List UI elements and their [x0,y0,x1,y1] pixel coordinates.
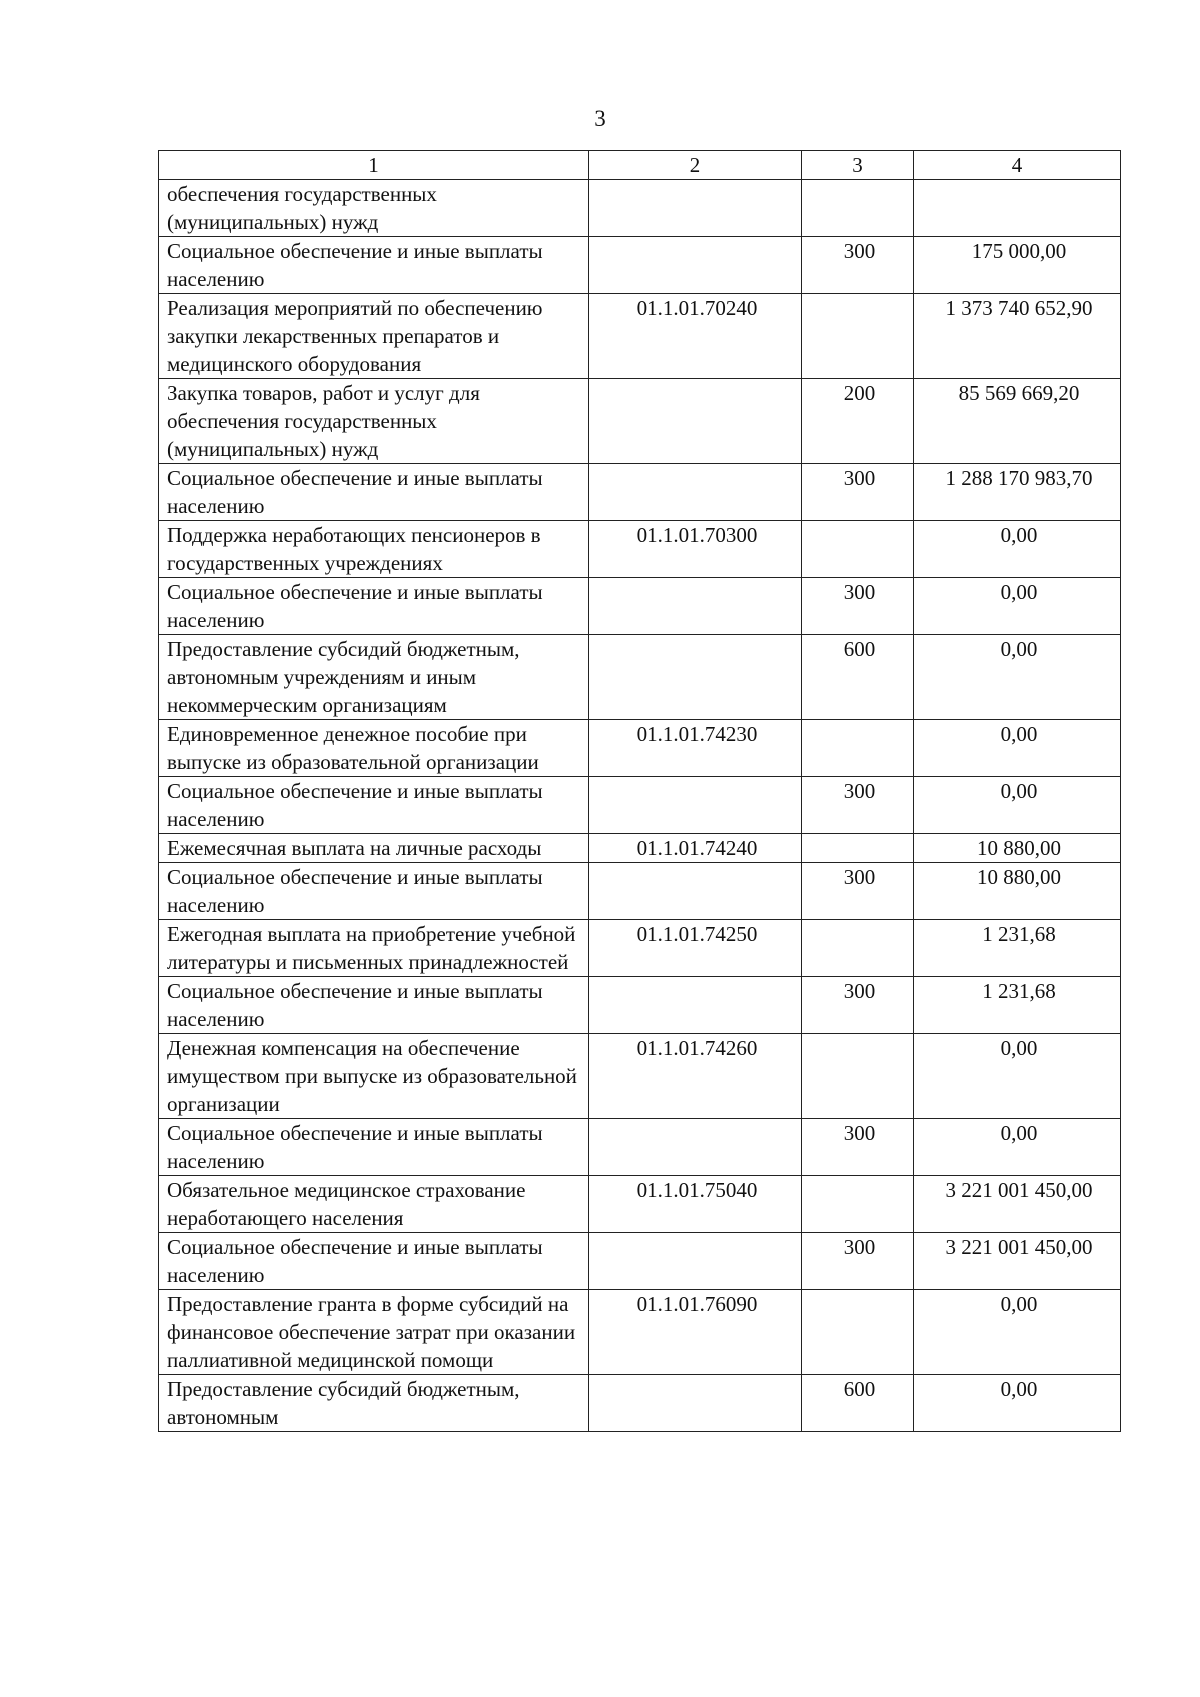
row-expense-type-cell [802,521,914,578]
row-amount-cell: 10 880,00 [914,863,1121,920]
row-expense-type-cell: 300 [802,1233,914,1290]
row-amount-cell: 175 000,00 [914,237,1121,294]
row-code-cell: 01.1.01.74240 [589,834,802,863]
table-row [159,1034,1121,1119]
row-amount-cell: 1 231,68 [914,920,1121,977]
column-header-2: 2 [589,151,802,180]
row-code-cell: 01.1.01.74260 [589,1034,802,1119]
table-row [159,834,1121,863]
column-header-4: 4 [914,151,1121,180]
row-code-cell [589,379,802,464]
row-code-cell: 01.1.01.74230 [589,720,802,777]
row-name-cell: Предоставление субсидий бюджетным, автономным учреждениям и иным некоммерческим организациям [159,635,589,720]
row-code-cell: 01.1.01.75040 [589,1176,802,1233]
row-amount-cell: 1 231,68 [914,977,1121,1034]
row-amount-cell: 0,00 [914,1290,1121,1375]
row-code-cell [589,464,802,521]
row-name-cell: Единовременное денежное пособие при выпуске из образовательной организации [159,720,589,777]
row-expense-type-cell: 200 [802,379,914,464]
row-name-cell: Социальное обеспечение и иные выплаты населению [159,237,589,294]
row-name-cell: Социальное обеспечение и иные выплаты населению [159,863,589,920]
table-body [159,180,1121,1432]
row-expense-type-cell: 600 [802,1375,914,1432]
table-row [159,464,1121,521]
row-name-cell: Социальное обеспечение и иные выплаты населению [159,578,589,635]
row-code-cell [589,578,802,635]
table-row [159,521,1121,578]
row-expense-type-cell [802,720,914,777]
budget-table [158,150,1121,1432]
table-row [159,237,1121,294]
row-code-cell: 01.1.01.70300 [589,521,802,578]
row-expense-type-cell [802,294,914,379]
table-row [159,1119,1121,1176]
row-name-cell: Предоставление субсидий бюджетным, автономным [159,1375,589,1432]
row-amount-cell: 0,00 [914,578,1121,635]
table-row [159,720,1121,777]
row-expense-type-cell: 300 [802,863,914,920]
table-row [159,379,1121,464]
row-code-cell [589,863,802,920]
row-name-cell: Реализация мероприятий по обеспечению закупки лекарственных препаратов и медицинского оборудования [159,294,589,379]
table-row [159,1290,1121,1375]
row-amount-cell: 1 373 740 652,90 [914,294,1121,379]
row-name-cell: Денежная компенсация на обеспечение имуществом при выпуске из образовательной организации [159,1034,589,1119]
row-name-cell: Предоставление гранта в форме субсидий на финансовое обеспечение затрат при оказании паллиативной медицинской помощи [159,1290,589,1375]
table-row [159,977,1121,1034]
row-code-cell [589,237,802,294]
table-row [159,1176,1121,1233]
row-amount-cell: 10 880,00 [914,834,1121,863]
row-expense-type-cell: 300 [802,777,914,834]
header-row [159,151,1121,180]
table-row [159,777,1121,834]
row-amount-cell: 3 221 001 450,00 [914,1176,1121,1233]
row-code-cell [589,977,802,1034]
row-expense-type-cell [802,1034,914,1119]
column-header-1: 1 [159,151,589,180]
row-code-cell [589,1375,802,1432]
page-number: 3 [594,106,606,131]
row-name-cell: Закупка товаров, работ и услуг для обеспечения государственных (муниципальных) нужд [159,379,589,464]
row-amount-cell: 0,00 [914,777,1121,834]
row-name-cell: обеспечения государственных (муниципальных) нужд [159,180,589,237]
row-name-cell: Социальное обеспечение и иные выплаты населению [159,977,589,1034]
row-amount-cell: 85 569 669,20 [914,379,1121,464]
row-expense-type-cell [802,920,914,977]
row-name-cell: Социальное обеспечение и иные выплаты населению [159,464,589,521]
row-expense-type-cell [802,834,914,863]
row-name-cell: Социальное обеспечение и иные выплаты населению [159,777,589,834]
table-row [159,920,1121,977]
row-amount-cell: 0,00 [914,1034,1121,1119]
row-amount-cell: 3 221 001 450,00 [914,1233,1121,1290]
row-name-cell: Обязательное медицинское страхование неработающего населения [159,1176,589,1233]
row-expense-type-cell: 300 [802,977,914,1034]
row-amount-cell [914,180,1121,237]
row-amount-cell: 0,00 [914,521,1121,578]
row-expense-type-cell: 600 [802,635,914,720]
row-expense-type-cell [802,180,914,237]
row-expense-type-cell: 300 [802,1119,914,1176]
row-code-cell [589,635,802,720]
row-name-cell: Поддержка неработающих пенсионеров в государственных учреждениях [159,521,589,578]
table-row [159,635,1121,720]
row-name-cell: Ежемесячная выплата на личные расходы [159,834,589,863]
row-expense-type-cell: 300 [802,578,914,635]
row-name-cell: Социальное обеспечение и иные выплаты населению [159,1119,589,1176]
row-code-cell: 01.1.01.74250 [589,920,802,977]
row-code-cell [589,1119,802,1176]
row-amount-cell: 1 288 170 983,70 [914,464,1121,521]
row-amount-cell: 0,00 [914,1119,1121,1176]
row-name-cell: Социальное обеспечение и иные выплаты населению [159,1233,589,1290]
table-row [159,863,1121,920]
row-code-cell [589,777,802,834]
row-code-cell: 01.1.01.70240 [589,294,802,379]
row-amount-cell: 0,00 [914,720,1121,777]
table-row [159,180,1121,237]
table-row [159,1375,1121,1432]
row-amount-cell: 0,00 [914,1375,1121,1432]
row-code-cell: 01.1.01.76090 [589,1290,802,1375]
table-row [159,294,1121,379]
row-code-cell [589,180,802,237]
row-name-cell: Ежегодная выплата на приобретение учебной литературы и письменных принадлежностей [159,920,589,977]
table-row [159,1233,1121,1290]
row-amount-cell: 0,00 [914,635,1121,720]
row-code-cell [589,1233,802,1290]
row-expense-type-cell: 300 [802,237,914,294]
table-row [159,578,1121,635]
row-expense-type-cell [802,1176,914,1233]
column-header-3: 3 [802,151,914,180]
row-expense-type-cell [802,1290,914,1375]
row-expense-type-cell: 300 [802,464,914,521]
